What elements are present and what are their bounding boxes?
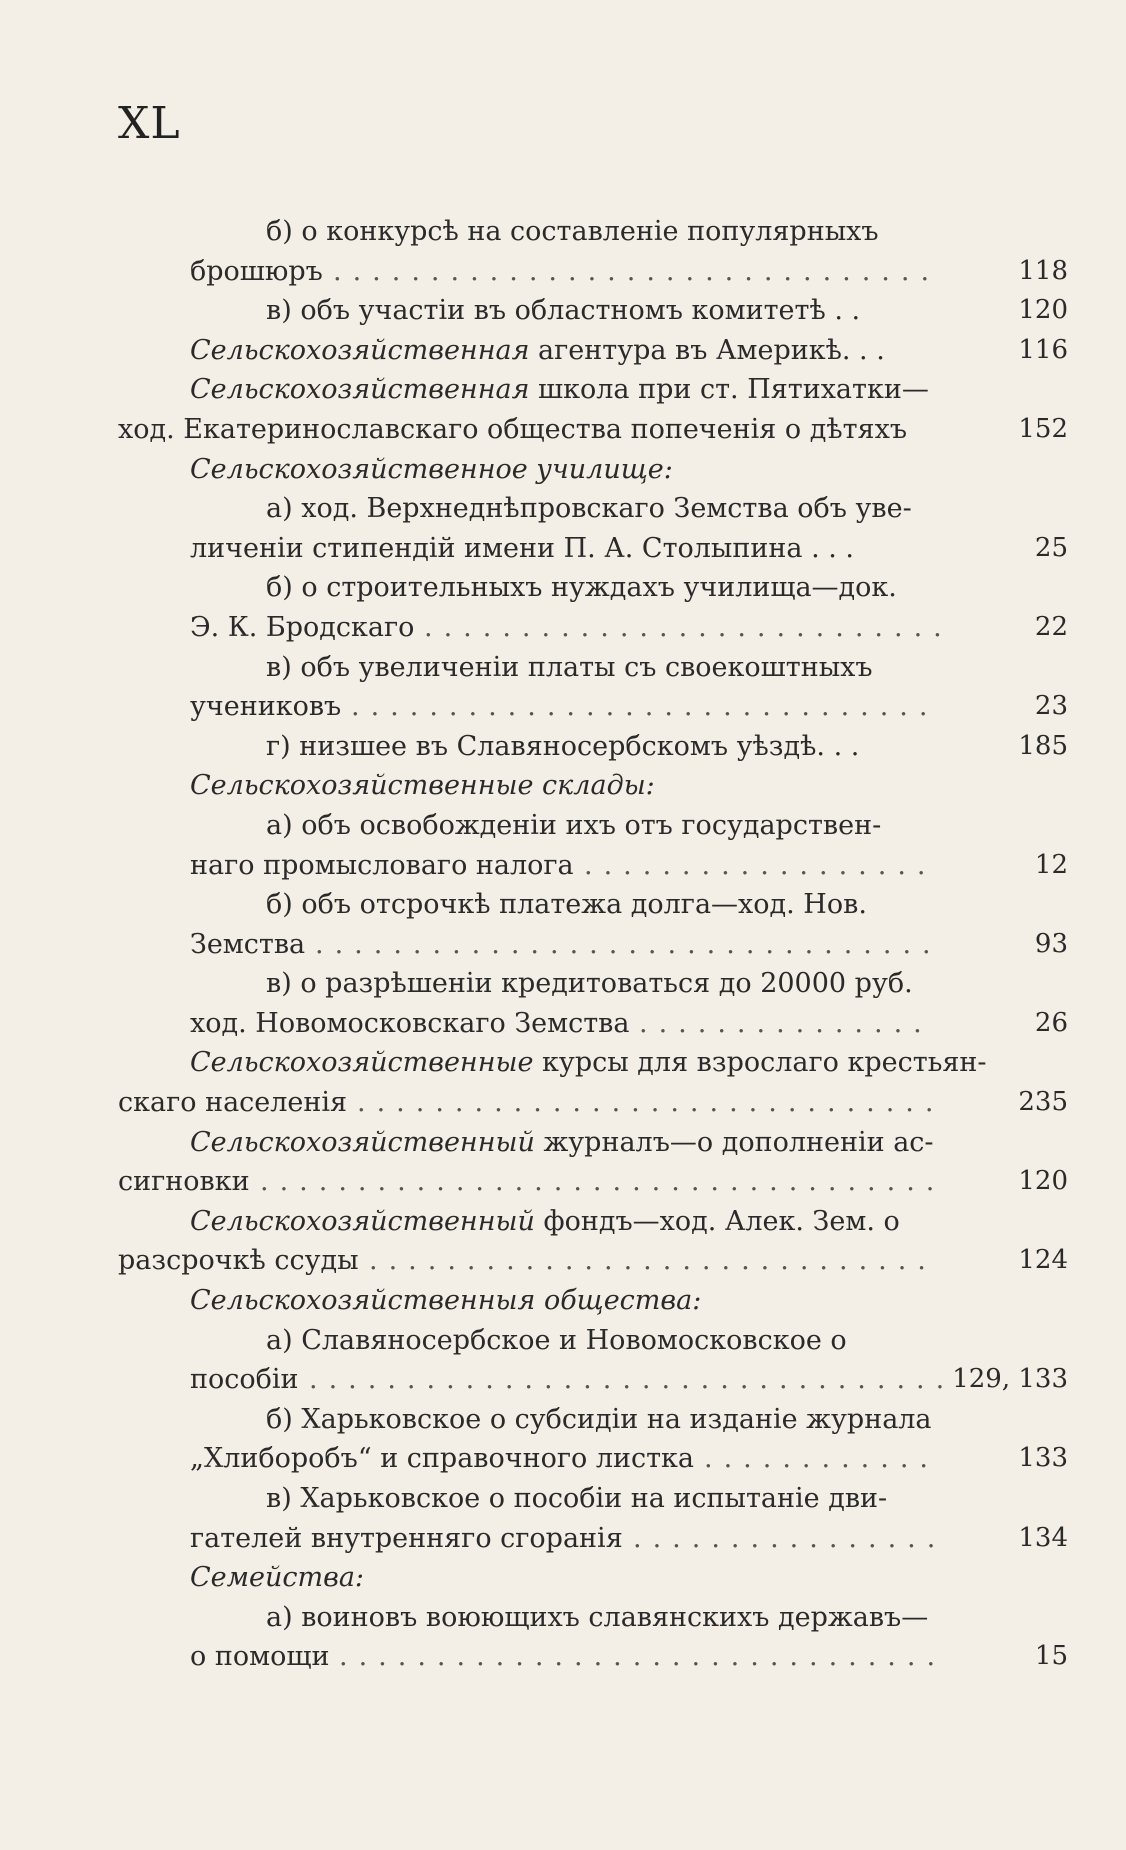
page-number: XL xyxy=(118,98,181,149)
entry-heading: Сельскохозяйственная xyxy=(190,334,530,366)
entry-text xyxy=(190,1043,987,1083)
entry-text: ход. Екатеринославскаго общества попеченія о дѣтяхъ xyxy=(118,413,907,445)
entry-text: о помощи xyxy=(190,1641,330,1673)
entry-text: а) воиновъ воюющихъ славянскихъ державъ— xyxy=(266,1601,929,1633)
entry-text: а) Славяносербское и Новомосковское о xyxy=(266,1324,847,1356)
page-reference: 22 xyxy=(1034,611,1068,642)
entry-text-rest: школа при ст. Пятихатки— xyxy=(529,374,929,406)
dot-leader: ............ xyxy=(704,1443,939,1475)
entry-text: в) объ участіи въ областномъ комитетѣ . . xyxy=(266,295,861,327)
page-reference: 15 xyxy=(1034,1641,1068,1672)
entry-text xyxy=(190,766,655,806)
index-entry xyxy=(118,370,1068,410)
entry-text: личеніи стипендій имени П. А. Столыпина . . . xyxy=(190,532,854,564)
page-reference: 152 xyxy=(1018,413,1068,444)
index-entry xyxy=(118,1321,1068,1361)
page-reference: 120 xyxy=(1018,1166,1068,1197)
page-reference: 12 xyxy=(1034,849,1068,880)
index-entry xyxy=(118,568,1068,608)
page-reference: 118 xyxy=(1018,255,1068,286)
index-entry xyxy=(118,1637,1068,1677)
dot-leader: ............... xyxy=(639,1007,933,1039)
index-entry xyxy=(118,331,1068,371)
index-entry xyxy=(118,1360,1068,1400)
page-reference: 23 xyxy=(1034,691,1068,722)
entry-text: в) объ увеличеніи платы съ своекоштныхъ xyxy=(266,651,873,683)
entry-text: скаго населенія xyxy=(118,1087,348,1119)
entry-text: в) о разрѣшеніи кредитоваться до 20000 руб. xyxy=(266,968,913,1000)
dot-leader: .............................. xyxy=(351,691,939,723)
page-reference: 129, 133 xyxy=(952,1364,1068,1395)
page-reference: 235 xyxy=(1018,1087,1068,1118)
dot-leader: ............................. xyxy=(369,1245,937,1277)
page-reference: 120 xyxy=(1018,295,1068,326)
entry-text: в) Харьковское о пособіи на испытаніе дви- xyxy=(266,1483,888,1514)
entry-text xyxy=(190,370,929,410)
index-entry xyxy=(118,410,1068,450)
page-reference: 26 xyxy=(1034,1007,1068,1038)
entry-text xyxy=(190,331,885,371)
index-entry xyxy=(118,1400,1068,1440)
page-reference: 124 xyxy=(1018,1245,1068,1276)
entry-text: б) о строительныхъ нуждахъ училища—док. xyxy=(266,572,897,604)
entry-text xyxy=(190,450,673,490)
entry-heading: Сельскохозяйственный xyxy=(190,1205,535,1237)
index-entry xyxy=(118,489,1068,529)
entry-text-rest: агентура въ Америкѣ. . . xyxy=(529,334,885,366)
index-entry xyxy=(118,1162,1068,1202)
dot-leader: ................ xyxy=(633,1522,947,1554)
index-entry xyxy=(118,925,1068,965)
index-entry xyxy=(118,1241,1068,1281)
index-entry xyxy=(118,1558,1068,1598)
entry-text: пособіи xyxy=(190,1364,299,1396)
index-entry xyxy=(118,252,1068,292)
index-entry xyxy=(118,450,1068,490)
entry-heading: Сельскохозяйственная xyxy=(190,374,530,406)
page-reference: 185 xyxy=(1018,730,1068,761)
index-entry xyxy=(118,291,1068,331)
index-entry xyxy=(118,1479,1068,1519)
index-entry xyxy=(118,1281,1068,1321)
dot-leader: ................................ xyxy=(315,928,942,960)
entry-heading: Сельскохозяйственный xyxy=(190,1126,535,1158)
entry-text: ход. Новомосковскаго Земства xyxy=(190,1007,630,1039)
page-reference: 134 xyxy=(1018,1522,1068,1553)
index-entry xyxy=(118,212,1068,252)
index-entry xyxy=(118,608,1068,648)
index-entry xyxy=(118,529,1068,569)
entry-text xyxy=(190,1558,364,1598)
dot-leader: ............................... xyxy=(339,1641,947,1673)
entry-text: брошюръ xyxy=(190,255,323,287)
index-entry xyxy=(118,766,1068,806)
dot-leader: ................................... xyxy=(260,1166,946,1198)
entry-text: наго промысловаго налога xyxy=(190,849,574,881)
entry-text-rest: журналъ—о дополненіи ас- xyxy=(534,1126,934,1158)
index-entry xyxy=(118,1083,1068,1123)
entry-text: б) Харьковское о субсидіи на изданіе журнала xyxy=(266,1403,932,1435)
index-entry xyxy=(118,648,1068,688)
entry-heading: Семейства: xyxy=(190,1562,365,1594)
entry-text xyxy=(190,1281,701,1321)
entry-text: а) объ освобожденіи ихъ отъ государствен- xyxy=(266,809,882,841)
index-entry xyxy=(118,885,1068,925)
entry-text: Э. К. Бродскаго xyxy=(190,611,415,643)
entry-text-rest: фондъ—ход. Алек. Зем. о xyxy=(534,1205,900,1237)
entry-heading: Сельскохозяйственные склады: xyxy=(190,770,655,802)
entry-text xyxy=(190,1202,900,1242)
entry-heading: Сельскохозяйственные xyxy=(190,1047,534,1079)
entry-text: б) объ отсрочкѣ платежа долга—ход. Нов. xyxy=(266,889,867,921)
index-entry xyxy=(118,1043,1068,1083)
dot-leader: .................. xyxy=(584,849,937,881)
index-entry xyxy=(118,1123,1068,1163)
index-entry xyxy=(118,1519,1068,1559)
index-entry xyxy=(118,806,1068,846)
entry-heading: Сельскохозяйственныя общества: xyxy=(190,1285,702,1317)
entry-text: г) низшее въ Славяносербскомъ уѣздѣ. . . xyxy=(266,730,860,762)
subject-index xyxy=(118,212,1068,1677)
index-entry xyxy=(118,846,1068,886)
entry-heading: Сельскохозяйственное училище: xyxy=(190,453,673,485)
index-entry xyxy=(118,1439,1068,1479)
index-entry xyxy=(118,1202,1068,1242)
page-reference: 93 xyxy=(1034,928,1068,959)
index-entry xyxy=(118,1004,1068,1044)
entry-text: б) о конкурсѣ на составленіе популярныхъ xyxy=(266,216,879,247)
index-entry xyxy=(118,687,1068,727)
entry-text: „Хлиборобъ“ и справочного листка xyxy=(190,1443,695,1475)
entry-text: разсрочкѣ ссуды xyxy=(118,1245,359,1277)
dot-leader: ............................... xyxy=(333,255,941,287)
page-reference: 133 xyxy=(1018,1443,1068,1474)
entry-text xyxy=(190,1123,934,1163)
entry-text-rest: курсы для взрослаго крестьян- xyxy=(533,1047,987,1079)
entry-text: учениковъ xyxy=(190,691,342,723)
index-entry xyxy=(118,1598,1068,1638)
index-entry xyxy=(118,727,1068,767)
dot-leader: ................................. xyxy=(309,1364,956,1396)
page-reference: 116 xyxy=(1018,334,1068,365)
index-entry xyxy=(118,964,1068,1004)
entry-text: сигновки xyxy=(118,1166,250,1198)
entry-text: гателей внутренняго сгоранія xyxy=(190,1522,623,1554)
entry-text: а) ход. Верхнеднѣпровскаго Земства объ уве- xyxy=(266,493,912,525)
page-reference: 25 xyxy=(1034,532,1068,563)
dot-leader: .............................. xyxy=(357,1087,945,1119)
entry-text: Земства xyxy=(190,928,306,960)
dot-leader: ........................... xyxy=(424,611,953,643)
